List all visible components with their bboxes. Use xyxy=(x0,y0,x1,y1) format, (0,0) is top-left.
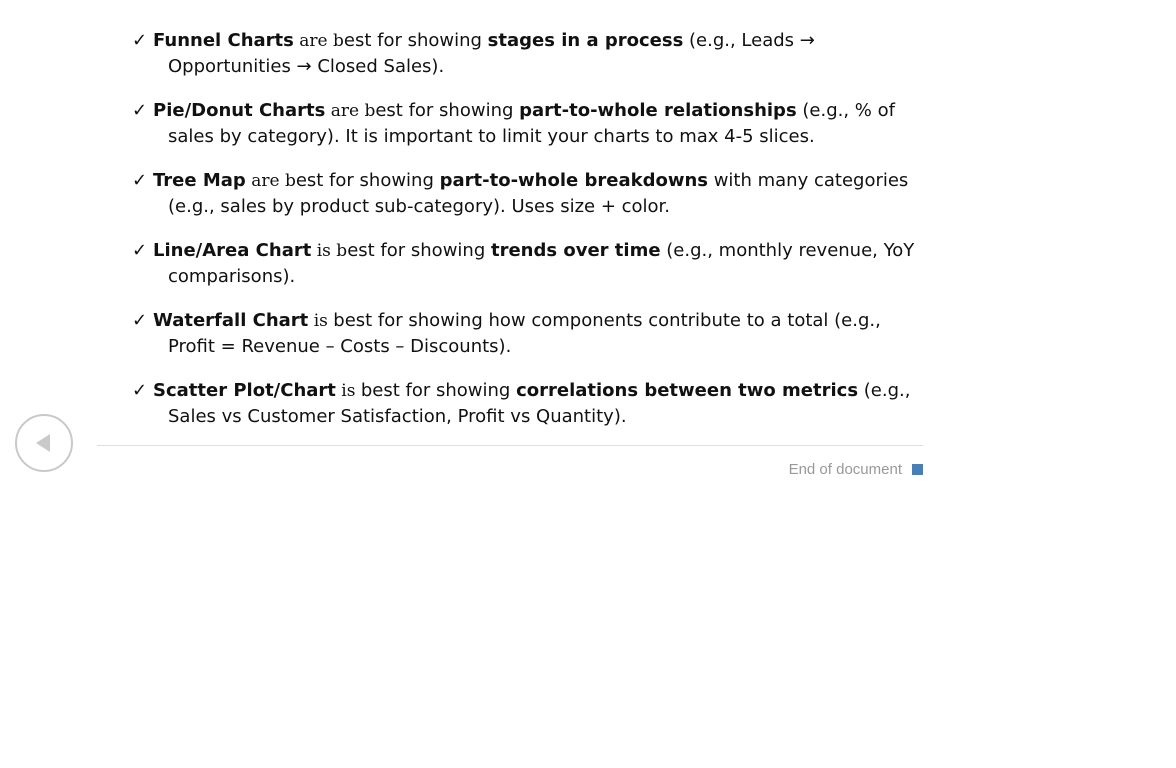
item-term: correlations between two metrics xyxy=(516,380,859,401)
item-description: best for showing xyxy=(360,380,517,401)
checklist-item-text xyxy=(153,30,815,77)
item-connector: is xyxy=(308,311,334,331)
item-term: trends over time xyxy=(490,240,661,261)
checklist xyxy=(130,28,924,448)
item-description: with many categories (e.g., sales by product sub-category). Uses size + color. xyxy=(168,170,909,217)
end-of-document-label: End of document xyxy=(788,461,902,478)
item-term: part-to-whole breakdowns xyxy=(439,170,708,191)
checkmark-icon: ✓ xyxy=(132,380,148,401)
item-description: est for showing xyxy=(375,100,520,121)
checklist-item xyxy=(130,378,924,429)
checkmark-icon: ✓ xyxy=(132,170,148,191)
item-term: stages in a process xyxy=(487,30,684,51)
item-term: Waterfall Chart xyxy=(153,310,309,331)
checklist-item-text xyxy=(153,240,914,287)
checklist-item-text xyxy=(153,100,895,147)
item-connector: are b xyxy=(293,31,344,51)
document-footer xyxy=(789,461,923,478)
checklist-item xyxy=(130,238,924,289)
item-description: (e.g., % of sales by category). It is important to limit your charts to max 4-5 slices. xyxy=(168,100,895,147)
item-term: Pie/Donut Charts xyxy=(153,100,326,121)
back-button[interactable] xyxy=(15,414,73,472)
checkmark-icon: ✓ xyxy=(132,30,148,51)
item-connector: are b xyxy=(325,101,376,121)
checklist-item-text xyxy=(153,380,910,427)
play-back-icon xyxy=(33,432,55,454)
checklist-item xyxy=(130,28,924,79)
checkmark-icon: ✓ xyxy=(132,100,148,121)
item-connector: is b xyxy=(311,241,348,261)
checklist-item-text xyxy=(153,170,908,217)
item-term: part-to-whole relationships xyxy=(519,100,797,121)
item-description: (e.g., monthly revenue, YoY comparisons). xyxy=(168,240,915,287)
checklist-item-text xyxy=(153,310,881,357)
item-description: best for showing how components contribute to a total (e.g., Profit = Revenue – Costs – Discounts). xyxy=(168,310,881,357)
end-marker-icon xyxy=(912,464,923,475)
checklist-item xyxy=(130,308,924,359)
item-term: Scatter Plot/Chart xyxy=(153,380,336,401)
item-connector: is xyxy=(335,381,361,401)
checklist-item xyxy=(130,168,924,219)
divider xyxy=(97,445,923,446)
item-term: Tree Map xyxy=(153,170,246,191)
item-description: est for showing xyxy=(295,170,440,191)
item-term: Line/Area Chart xyxy=(153,240,312,261)
item-description: (e.g., Leads → Opportunities → Closed Sales). xyxy=(168,30,815,77)
item-description: est for showing xyxy=(347,240,491,261)
item-term: Funnel Charts xyxy=(153,30,294,51)
checklist-item xyxy=(130,98,924,149)
item-connector: are b xyxy=(245,171,296,191)
item-description: est for showing xyxy=(343,30,488,51)
checkmark-icon: ✓ xyxy=(132,310,148,331)
item-description: (e.g., Sales vs Customer Satisfaction, Profit vs Quantity). xyxy=(168,380,911,427)
checkmark-icon: ✓ xyxy=(132,240,148,261)
